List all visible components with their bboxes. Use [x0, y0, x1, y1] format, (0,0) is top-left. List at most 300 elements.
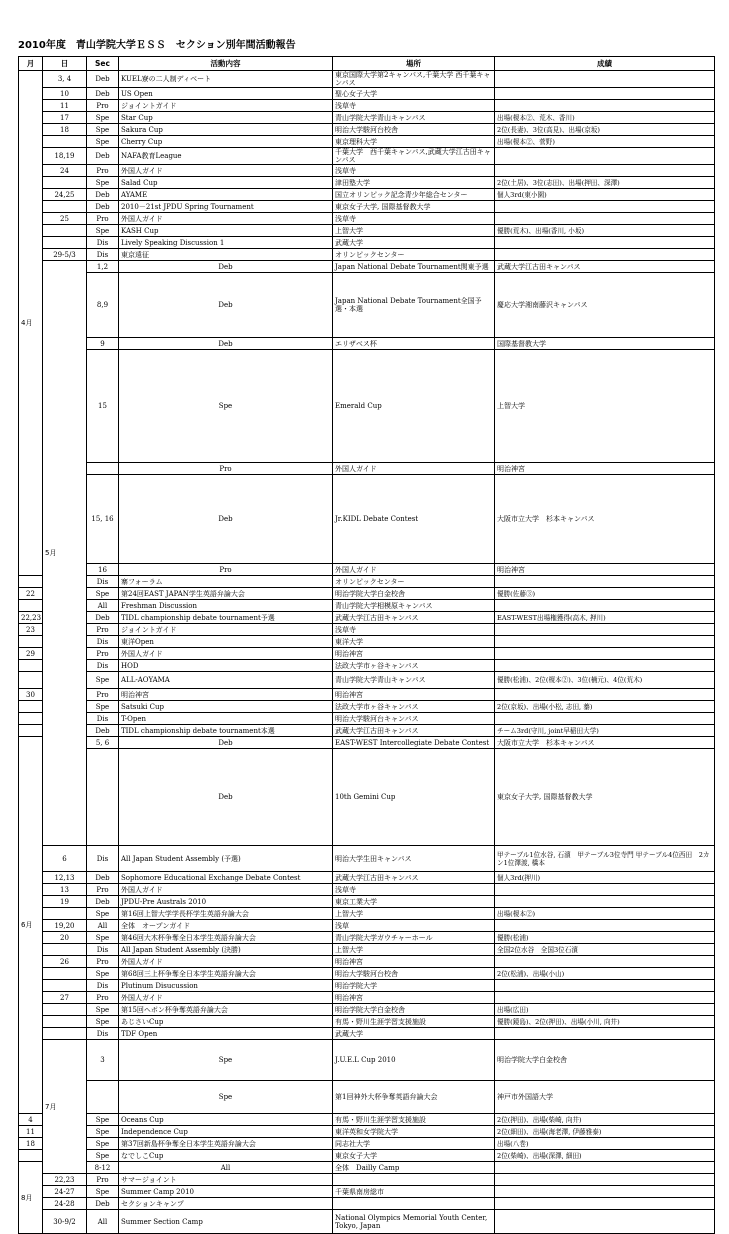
place-cell: 東京女子大学 [333, 1150, 495, 1162]
activity-cell: 外国人ガイド [119, 956, 333, 968]
section-cell: Deb [87, 71, 119, 88]
section-cell: Spe [87, 1114, 119, 1126]
place-cell: 明治大学駿河台校舎 [333, 124, 495, 136]
table-row [19, 672, 715, 689]
activity-cell: エリザベス杯 [333, 338, 495, 350]
place-cell: 明治大学駿河台校舎 [333, 968, 495, 980]
day-cell [87, 463, 119, 475]
page-title: 2010年度 青山学院大学ＥＳＳ セクション別年間活動報告 [18, 40, 296, 51]
result-cell [495, 165, 715, 177]
table-row [19, 992, 715, 1004]
section-cell: Dis [87, 846, 119, 872]
table-row [19, 576, 715, 588]
section-cell: Deb [119, 273, 333, 338]
activity-cell: 2010－21st JPDU Spring Tournament [119, 201, 333, 213]
activity-cell: 第37回新島杯争奪全日本学生英語弁論大会 [119, 1138, 333, 1150]
section-cell: Spe [87, 672, 119, 689]
place-cell: オリンピックセンター [333, 576, 495, 588]
place-cell [333, 1174, 495, 1186]
header-day: 日 [43, 57, 87, 71]
place-cell: 浅草寺 [333, 884, 495, 896]
activity-cell: 外国人ガイド [119, 165, 333, 177]
result-cell: 2位(長妻)、3位(高見)、出場(京坂) [495, 124, 715, 136]
section-cell: All [87, 600, 119, 612]
section-cell: Spe [87, 1004, 119, 1016]
day-cell: 12,13 [43, 872, 87, 884]
table-row [19, 225, 715, 237]
activity-cell: J.U.E.L Cup 2010 [333, 1040, 495, 1081]
table-row [19, 1114, 715, 1126]
section-cell: Pro [119, 463, 333, 475]
table-row [19, 1028, 715, 1040]
section-cell: Spe [119, 350, 333, 463]
activity-cell: 第1回神外大杯争奪英語弁論大会 [333, 1081, 495, 1114]
activity-cell: Star Cup [119, 112, 333, 124]
table-row [19, 636, 715, 648]
place-cell: 青山学院大学ガウチャーホール [333, 932, 495, 944]
result-cell: 優勝(佐藤③) [495, 588, 715, 600]
activity-cell: 外国人ガイド [119, 213, 333, 225]
day-cell: 11 [43, 100, 87, 112]
day-cell: 4 [19, 1114, 43, 1126]
month-cell: 7月 [43, 1040, 87, 1174]
activity-cell: Japan National Debate Tournament関東予選 [333, 261, 495, 273]
day-cell: 19,20 [43, 920, 87, 932]
activity-cell: 外国人ガイド [119, 884, 333, 896]
day-cell: 27 [43, 992, 87, 1004]
section-cell: Deb [87, 88, 119, 100]
activity-cell: サマージョイント [119, 1174, 333, 1186]
section-cell: Deb [119, 749, 333, 846]
activity-cell: 外国人ガイド [119, 992, 333, 1004]
section-cell: Spe [87, 701, 119, 713]
activity-cell: Freshman Discussion [119, 600, 333, 612]
header-month: 月 [19, 57, 43, 71]
result-cell: 出場(榎本②、菅野) [495, 136, 715, 148]
activity-cell: Summer Section Camp [119, 1210, 333, 1234]
result-cell: 2位(土居)、3位(志田)、出場(押田、深澤) [495, 177, 715, 189]
section-cell: Deb [87, 872, 119, 884]
place-cell: 武蔵大学江古田キャンパス [333, 872, 495, 884]
place-cell [333, 1198, 495, 1210]
section-cell: Dis [87, 576, 119, 588]
section-cell: Spe [87, 1150, 119, 1162]
day-cell: 24 [43, 165, 87, 177]
section-cell: Pro [87, 100, 119, 112]
place-cell: 東京国際大学第2キャンパス,千葉大学 西千葉キャンパス [333, 71, 495, 88]
section-cell: Deb [87, 612, 119, 624]
day-cell: 22,23 [43, 1174, 87, 1186]
activity-cell: US Open [119, 88, 333, 100]
table-row [19, 908, 715, 920]
result-cell [495, 71, 715, 88]
day-cell: 8,9 [87, 273, 119, 338]
place-cell: 明治学院大学 [333, 980, 495, 992]
day-cell [19, 636, 43, 648]
place-cell: 武蔵大学 [333, 237, 495, 249]
result-cell [495, 148, 715, 165]
place-cell: 東洋大学 [333, 636, 495, 648]
section-cell: Deb [87, 189, 119, 201]
activity-cell: Independence Cup [119, 1126, 333, 1138]
table-row [19, 689, 715, 701]
place-cell: 上智大学 [333, 908, 495, 920]
result-cell [495, 1198, 715, 1210]
section-cell: Dis [87, 636, 119, 648]
place-cell: 明治学院大学白金校舎 [333, 1004, 495, 1016]
result-cell [495, 920, 715, 932]
place-cell: 浅草寺 [333, 165, 495, 177]
table-row [19, 1016, 715, 1028]
day-cell: 18 [43, 124, 87, 136]
section-cell: Spe [119, 1081, 333, 1114]
place-cell: 明治学院大学白金校舎 [495, 1040, 715, 1081]
result-cell: 出場(広田) [495, 1004, 715, 1016]
table-header-row [19, 57, 715, 71]
header-section: Sec [87, 57, 119, 71]
activity-cell: TDF Open [119, 1028, 333, 1040]
table-row [19, 1040, 715, 1081]
table-row [19, 100, 715, 112]
day-cell: 15 [87, 350, 119, 463]
place-cell: 千葉大学 西千葉キャンパス,武蔵大学江古田キャンパス [333, 148, 495, 165]
place-cell: National Olympics Memorial Youth Center, Tokyo, Japan [333, 1210, 495, 1234]
section-cell: Deb [119, 261, 333, 273]
activity-cell: 東京遠征 [119, 249, 333, 261]
table-row [19, 189, 715, 201]
month-cell: 6月 [19, 737, 43, 1114]
day-cell: 30-9/2 [43, 1210, 87, 1234]
section-cell: Spe [87, 136, 119, 148]
month-cell: 5月 [43, 261, 87, 846]
activity-cell: All Japan Student Assembly (決勝) [119, 944, 333, 956]
result-cell [495, 213, 715, 225]
activity-cell: Lively Speaking Discussion 1 [119, 237, 333, 249]
result-cell: 出場(榎本②、荒木、香川) [495, 112, 715, 124]
place-cell: 慶応大学湘南藤沢キャンパス [495, 273, 715, 338]
table-row [19, 968, 715, 980]
result-cell [495, 992, 715, 1004]
table-row [19, 944, 715, 956]
table-row [19, 1004, 715, 1016]
section-cell: Deb [87, 148, 119, 165]
day-cell: 24-27 [43, 1186, 87, 1198]
activity-cell: TIDL championship debate tournament予選 [119, 612, 333, 624]
place-cell: 浅草寺 [333, 624, 495, 636]
day-cell: 17 [43, 112, 87, 124]
day-cell [19, 1150, 43, 1162]
place-cell: 大阪市立大学 杉本キャンパス [495, 475, 715, 564]
table-row [19, 1162, 715, 1174]
result-cell [495, 956, 715, 968]
day-cell [43, 177, 87, 189]
activity-cell: HOD [119, 660, 333, 672]
section-cell: Deb [119, 475, 333, 564]
section-cell: Deb [87, 896, 119, 908]
day-cell: 9 [87, 338, 119, 350]
month-cell: 4月 [19, 71, 43, 576]
table-row [19, 463, 715, 475]
activity-cell: Oceans Cup [119, 1114, 333, 1126]
place-cell: 神戸市外国語大学 [495, 1081, 715, 1114]
place-cell: 明治神宮 [333, 956, 495, 968]
result-cell: 優勝(松浦) [495, 932, 715, 944]
result-cell [495, 1174, 715, 1186]
activity-cell: 明治神宮 [119, 689, 333, 701]
day-cell: 8-12 [87, 1162, 119, 1174]
table-row [19, 980, 715, 992]
section-cell: Spe [87, 112, 119, 124]
section-cell: Spe [87, 225, 119, 237]
day-cell [43, 1004, 87, 1016]
day-cell: 5, 6 [87, 737, 119, 749]
activity-cell: AYAME [119, 189, 333, 201]
section-cell: Deb [87, 201, 119, 213]
place-cell: 東京女子大学, 国際基督教大学 [333, 201, 495, 213]
section-cell: Pro [87, 992, 119, 1004]
table-row [19, 136, 715, 148]
place-cell: 明治大学駿河台キャンパス [333, 713, 495, 725]
place-cell: 国際基督教大学 [495, 338, 715, 350]
activity-cell: All Japan Student Assembly (予選) [119, 846, 333, 872]
activity-cell: 第15回ヘボン杯争奪英語弁論大会 [119, 1004, 333, 1016]
day-cell: 22 [19, 588, 43, 600]
result-cell [495, 896, 715, 908]
table-row [19, 725, 715, 737]
table-row [19, 112, 715, 124]
result-cell: 甲テーブル1位水谷, 石濱 甲テーブル3位寺門 甲テーブル4位西田 2カン1位澤渡, 橋本 [495, 846, 715, 872]
place-cell: 明治神宮 [495, 463, 715, 475]
table-row [19, 1174, 715, 1186]
table-row [19, 213, 715, 225]
place-cell: 千葉県南房総市 [333, 1186, 495, 1198]
section-cell: Deb [119, 338, 333, 350]
place-cell: 武蔵大学江古田キャンパス [333, 612, 495, 624]
result-cell [495, 576, 715, 588]
result-cell [495, 624, 715, 636]
day-cell [43, 968, 87, 980]
activity-cell: Satsuki Cup [119, 701, 333, 713]
place-cell [495, 1162, 715, 1174]
day-cell: 10 [43, 88, 87, 100]
table-row [19, 956, 715, 968]
result-cell [495, 660, 715, 672]
section-cell: Spe [87, 124, 119, 136]
section-cell: Spe [87, 177, 119, 189]
section-cell: All [87, 1210, 119, 1234]
place-cell: 有馬・野川生涯学習支援施設 [333, 1016, 495, 1028]
day-cell [43, 944, 87, 956]
section-cell: Dis [87, 713, 119, 725]
activity-cell: Sakura Cup [119, 124, 333, 136]
place-cell: オリンピックセンター [333, 249, 495, 261]
place-cell: 明治学院大学白金校舎 [333, 588, 495, 600]
header-place: 場所 [333, 57, 495, 71]
place-cell: 東洋英和女学院大学 [333, 1126, 495, 1138]
table-row [19, 896, 715, 908]
place-cell: 浅草 [333, 920, 495, 932]
day-cell [87, 749, 119, 846]
section-cell: All [119, 1162, 333, 1174]
activity-cell: 全体 オープンガイド [119, 920, 333, 932]
table-row [19, 350, 715, 463]
activity-cell: 外国人ガイド [119, 648, 333, 660]
activity-cell: 外国人ガイド [333, 564, 495, 576]
result-cell [495, 100, 715, 112]
section-cell: Spe [119, 1040, 333, 1081]
activity-cell: Jr.KIDL Debate Contest [333, 475, 495, 564]
section-cell: Spe [87, 968, 119, 980]
section-cell: Deb [87, 1198, 119, 1210]
section-cell: Pro [87, 689, 119, 701]
activity-cell: セクションキャンプ [119, 1198, 333, 1210]
table-row [19, 884, 715, 896]
day-cell: 23 [19, 624, 43, 636]
activity-cell: T-Open [119, 713, 333, 725]
table-row [19, 660, 715, 672]
result-cell: 優勝(鏡島)、2位(押田)、出場(小川, 向井) [495, 1016, 715, 1028]
table-row [19, 1150, 715, 1162]
day-cell [43, 225, 87, 237]
result-cell [495, 201, 715, 213]
section-cell: Spe [87, 932, 119, 944]
activity-cell: 外国人ガイド [333, 463, 495, 475]
day-cell: 11 [19, 1126, 43, 1138]
day-cell: 25 [43, 213, 87, 225]
result-cell: 2位(松浦)、出場(小山) [495, 968, 715, 980]
day-cell: 3 [87, 1040, 119, 1081]
day-cell: 30 [19, 689, 43, 701]
result-cell: 2位(京坂)、出場(小松, 志田, 蓁) [495, 701, 715, 713]
day-cell [43, 1016, 87, 1028]
result-cell [495, 1186, 715, 1198]
section-cell: Pro [87, 884, 119, 896]
day-cell: 29 [19, 648, 43, 660]
section-cell: Pro [87, 213, 119, 225]
place-cell: 法政大学市ヶ谷キャンパス [333, 701, 495, 713]
day-cell [19, 660, 43, 672]
table-row [19, 932, 715, 944]
place-cell: 青山学院大学青山キャンパス [333, 672, 495, 689]
day-cell: 18,19 [43, 148, 87, 165]
activity-cell: ジョイントガイド [119, 100, 333, 112]
activity-cell: Cherry Cup [119, 136, 333, 148]
activity-cell: NAFA教育League [119, 148, 333, 165]
activity-cell: Salad Cup [119, 177, 333, 189]
table-body [19, 71, 715, 1234]
activity-cell: Plutinum Disucussion [119, 980, 333, 992]
place-cell: 大阪市立大学 杉本キャンパス [495, 737, 715, 749]
table-row [19, 1126, 715, 1138]
result-cell [495, 1028, 715, 1040]
table-row [19, 475, 715, 564]
result-cell: 優勝(荒木)、出場(香川, 小坂) [495, 225, 715, 237]
place-cell: 青山学院大学相模原キャンパス [333, 600, 495, 612]
activity-cell: KASH Cup [119, 225, 333, 237]
place-cell: 上智大学 [333, 225, 495, 237]
section-cell: Spe [87, 1186, 119, 1198]
section-cell: Pro [87, 1174, 119, 1186]
result-cell [495, 249, 715, 261]
section-cell: Spe [87, 588, 119, 600]
activity-cell: ALL-AOYAMA [119, 672, 333, 689]
result-cell [495, 88, 715, 100]
table-row [19, 749, 715, 846]
month-cell: 8月 [19, 1162, 43, 1234]
day-cell [43, 1028, 87, 1040]
table-row [19, 1186, 715, 1198]
result-cell: 優勝(松浦)、2位(榎本②)、3位(楠元)、4位(荒木) [495, 672, 715, 689]
result-cell [495, 237, 715, 249]
table-row [19, 237, 715, 249]
table-row [19, 846, 715, 872]
table-row [19, 588, 715, 600]
place-cell: 浅草寺 [333, 213, 495, 225]
table-row [19, 624, 715, 636]
result-cell [495, 1210, 715, 1234]
table-row [19, 71, 715, 88]
result-cell: 2位(柴崎)、出場(深澤, 細田) [495, 1150, 715, 1162]
result-cell: 出場(八巻) [495, 1138, 715, 1150]
section-cell: Spe [87, 908, 119, 920]
activity-cell: TIDL championship debate tournament本選 [119, 725, 333, 737]
result-cell [495, 689, 715, 701]
section-cell: Dis [87, 1028, 119, 1040]
day-cell: 3, 4 [43, 71, 87, 88]
activity-cell: 寨フォーラム [119, 576, 333, 588]
place-cell: 東京工業大学 [333, 896, 495, 908]
table-row [19, 201, 715, 213]
activity-cell: EAST-WEST Intercollegiate Debate Contest [333, 737, 495, 749]
table-row [19, 273, 715, 338]
result-cell: 2位(細田)、出場(海老澤, 伊藤雅泰) [495, 1126, 715, 1138]
activity-cell: JPDU-Pre Australs 2010 [119, 896, 333, 908]
place-cell: 同志社大学 [333, 1138, 495, 1150]
result-cell [495, 648, 715, 660]
result-cell [495, 980, 715, 992]
activity-cell: 東洋Open [119, 636, 333, 648]
day-cell: 15, 16 [87, 475, 119, 564]
table-row [19, 148, 715, 165]
result-cell: チーム3rd(守川, joint早稲田大学) [495, 725, 715, 737]
place-cell: 法政大学市ヶ谷キャンパス [333, 660, 495, 672]
day-cell: 24,25 [43, 189, 87, 201]
section-cell: Deb [119, 737, 333, 749]
place-cell: 上智大学 [333, 944, 495, 956]
place-cell: 武蔵大学江古田キャンパス [333, 725, 495, 737]
day-cell: 6 [43, 846, 87, 872]
activity-cell: 全体 Dailly Camp [333, 1162, 495, 1174]
day-cell [19, 701, 43, 713]
result-cell: EAST-WEST出場権獲得(高木, 押川) [495, 612, 715, 624]
activity-cell: Japan National Debate Tournament全国予選・本選 [333, 273, 495, 338]
day-cell [43, 980, 87, 992]
result-cell: 個人3rd(東小園) [495, 189, 715, 201]
place-cell: 東京理科大学 [333, 136, 495, 148]
result-cell: 出場(榎本②) [495, 908, 715, 920]
result-cell [495, 713, 715, 725]
activity-cell: KUEL寮の二人制ディベート [119, 71, 333, 88]
day-cell: 19 [43, 896, 87, 908]
table-row [19, 872, 715, 884]
table-row [19, 701, 715, 713]
place-cell: 明治神宮 [495, 564, 715, 576]
place-cell: 国立オリンピック記念青少年総合センター [333, 189, 495, 201]
section-cell: Dis [87, 237, 119, 249]
table-row [19, 177, 715, 189]
section-cell: All [87, 920, 119, 932]
table-row [19, 165, 715, 177]
